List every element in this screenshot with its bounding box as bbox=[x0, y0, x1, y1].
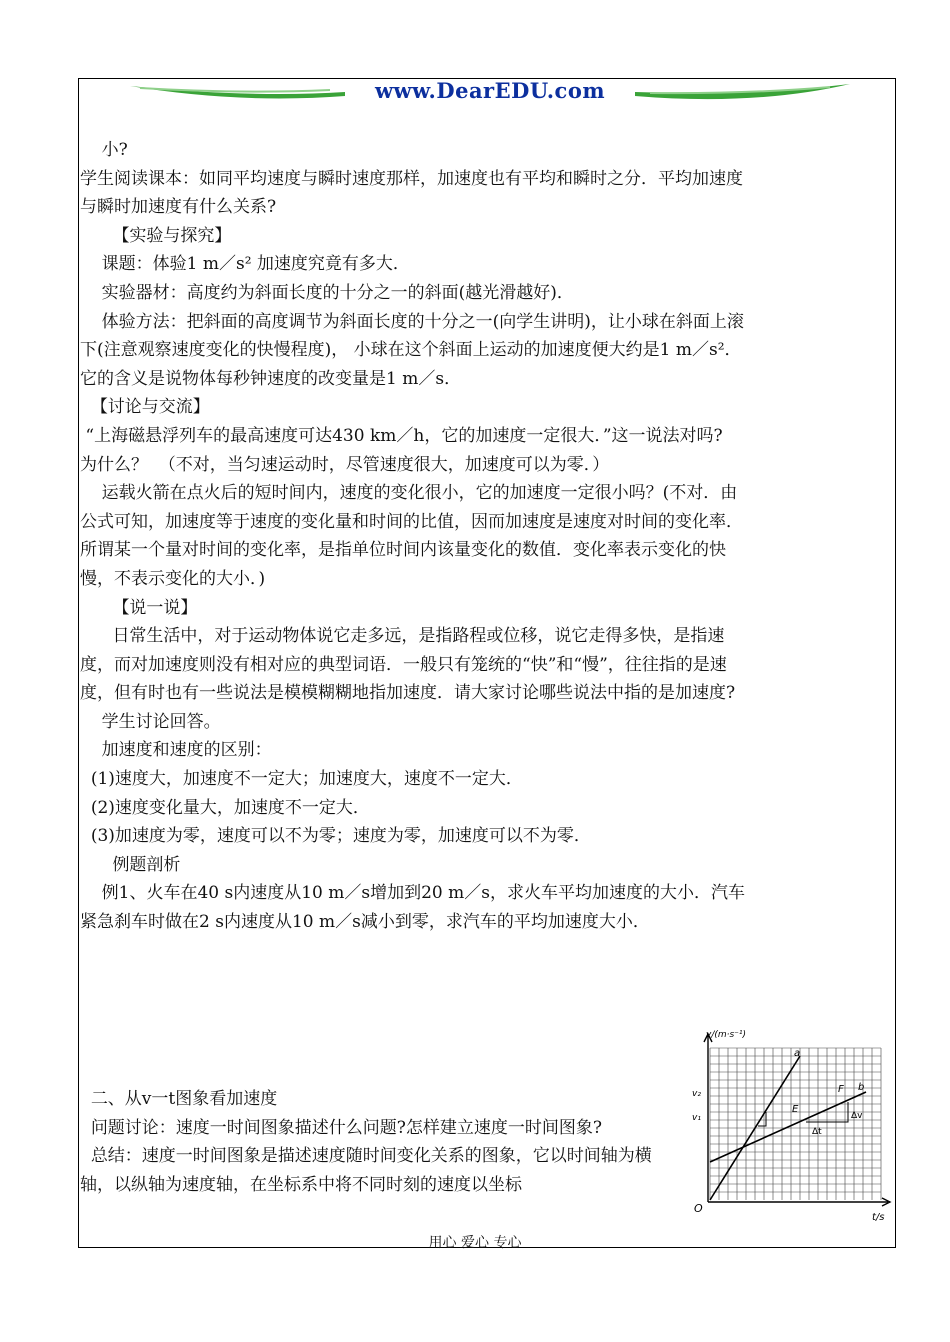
paragraph: 课题：体验1 m／s² 加速度究竟有多大． bbox=[80, 254, 410, 275]
paragraph: 实验器材：高度约为斜面长度的十分之一的斜面(越光滑越好)． bbox=[80, 282, 574, 303]
tick-v2: v₂ bbox=[692, 1089, 701, 1099]
y-axis-label: v/(m·s⁻¹) bbox=[706, 1030, 747, 1040]
section-heading: 【说一说】 bbox=[80, 597, 198, 618]
delta-t-label: Δt bbox=[812, 1127, 822, 1137]
delta-v-label: Δv bbox=[851, 1111, 863, 1121]
list-item: (1)速度大，加速度不一定大；加速度大，速度不一定大． bbox=[80, 769, 523, 790]
section-heading: 二、从v一t图象看加速度 bbox=[80, 1089, 278, 1109]
page-footer: 用心 爱心 专心 bbox=[428, 1235, 522, 1251]
list-item: (2)速度变化量大，加速度不一定大． bbox=[80, 797, 370, 818]
banner-site-name[interactable]: www.DearEDU.com bbox=[374, 78, 606, 103]
paragraph: 例题剖析 bbox=[80, 854, 181, 875]
paragraph: 为什么？ （不对，当匀速运动时，尽管速度很大，加速度可以为零．） bbox=[80, 454, 610, 475]
line-a-label: a bbox=[794, 1048, 801, 1059]
paragraph: 运载火箭在点火后的短时间内，速度的变化很小，它的加速度一定很小吗？(不对．由公式可知，加速度等于速度的变化量和时间的比值，因而加速度是速度对时间的变化率．所谓某一个量对时间的变化率，是指单位时间内该量变化的数值．变化率表示变化的快慢，不表示变化的大小．) bbox=[80, 483, 743, 589]
origin-label: O bbox=[694, 1202, 703, 1215]
paragraph: 问题讨论：速度一时间图象描述什么问题?怎样建立速度一时间图象? bbox=[80, 1117, 603, 1138]
section-heading: 【讨论与交流】 bbox=[80, 397, 210, 418]
lower-text bbox=[80, 1085, 680, 1199]
section-heading: 【实验与探究】 bbox=[80, 225, 232, 246]
tick-v1: v₁ bbox=[692, 1113, 701, 1123]
point-e-label: E bbox=[792, 1104, 799, 1115]
paragraph: 例1、火车在40 s内速度从10 m／s增加到20 m／s，求火车平均加速度的大小．汽车紧急刹车时做在2 s内速度从10 m／s减小到零，求汽车的平均加速度大小． bbox=[80, 883, 745, 933]
main-text bbox=[80, 136, 748, 937]
paragraph: 小? bbox=[80, 140, 128, 160]
point-f-label: F bbox=[838, 1084, 844, 1095]
paragraph: 加速度和速度的区别： bbox=[80, 740, 272, 761]
paragraph: 总结：速度一时间图象是描述速度随时间变化关系的图象，它以时间轴为横轴，以纵轴为速度轴，在坐标系中将不同时刻的速度以坐标 bbox=[80, 1146, 652, 1195]
x-axis-label: t/s bbox=[872, 1212, 885, 1223]
vt-graph-figure bbox=[688, 1028, 898, 1224]
line-a-slope-mark bbox=[758, 1112, 766, 1126]
paragraph: 日常生活中，对于运动物体说它走多远，是指路程或位移，说它走得多快，是指速度，而对加速度则没有相对应的典型词语．一般只有笼统的“快”和“慢”，往往指的是速度，但有时也有一些说法是模模糊糊地指加速度．请大家讨论哪些说法中指的是加速度? bbox=[80, 626, 736, 704]
line-b-label: b bbox=[858, 1082, 865, 1093]
line-b bbox=[710, 1092, 866, 1162]
site-banner bbox=[130, 80, 850, 110]
paragraph: 学生讨论回答。 bbox=[80, 711, 221, 732]
paragraph: “上海磁悬浮列车的最高速度可达430 km／h，它的加速度一定很大．”这一说法对吗? bbox=[80, 425, 723, 446]
paragraph: 学生阅读课本：如同平均速度与瞬时速度那样，加速度也有平均和瞬时之分．平均加速度与瞬时加速度有什么关系? bbox=[80, 168, 743, 218]
list-item: (3)加速度为零，速度可以不为零；速度为零，加速度可以不为零． bbox=[80, 826, 591, 847]
paragraph: 体验方法：把斜面的高度调节为斜面长度的十分之一(向学生讲明)，让小球在斜面上滚下(注意观察速度变化的快慢程度)， 小球在这个斜面上运动的加速度便大约是1 m／s²．它的含义是说物体每秒钟速度的改变量是1 m／s． bbox=[80, 311, 744, 389]
